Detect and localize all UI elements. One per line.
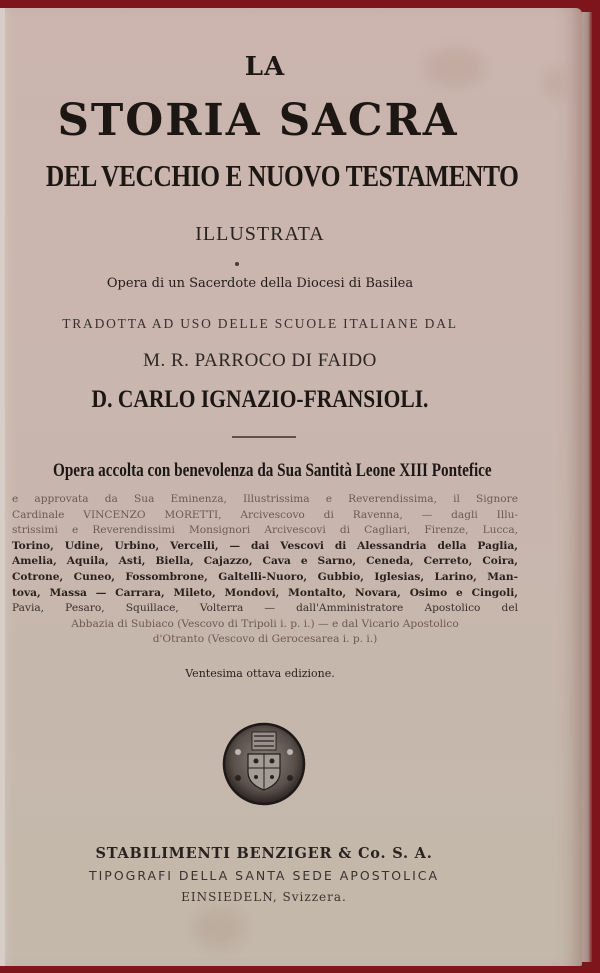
edition-label: Ventesima ottava edizione.	[185, 667, 335, 680]
publisher-role: TIPOGRAFI DELLA SANTA SEDE APOSTOLICA	[88, 868, 440, 883]
approval-line: strissimi e Reverendissimi Monsignori Arcivescovi di Cagliari, Firenze, Lucca,	[12, 524, 518, 537]
ink-dot	[235, 262, 239, 266]
approval-line: Pavia, Pesaro, Squillace, Volterra — dall'Amministratore Apostolico del	[12, 602, 518, 615]
approval-line: Cardinale VINCENZO MORETTI, Arcivescovo di Ravenna, — dagli Illu-	[12, 508, 518, 521]
page-right-edge	[582, 12, 592, 962]
approval-line: Cotrone, Cuneo, Fossombrone, Galtelli-Nuoro, Gubbio, Iglesias, Larino, Man-	[12, 570, 518, 583]
approval-paragraph	[12, 492, 518, 648]
approval-line: d'Otranto (Vescovo di Gerocesarea i. p. i.)	[152, 633, 378, 646]
publisher-name: STABILIMENTI BENZIGER & Co. S. A.	[95, 845, 433, 862]
main-title: STORIA SACRA	[57, 95, 459, 146]
approval-line: e approvata da Sua Eminenza, Illustrissima e Reverendissima, il Signore	[12, 493, 518, 505]
author-line: Opera di un Sacerdote della Diocesi di Basilea	[106, 276, 414, 291]
approval-line: Amelia, Aquila, Asti, Biella, Cajazzo, Cava e Sarno, Ceneda, Cerreto, Coira,	[12, 555, 518, 568]
approval-heading: Opera accolta con benevolenza da Sua Santità Leone XIII Pontefice	[53, 460, 492, 481]
translator-name: D. CARLO IGNAZIO-FRANSIOLI.	[91, 386, 429, 413]
publisher-emblem-icon	[222, 722, 306, 806]
approval-line: tova, Massa — Carrara, Mileto, Mondovi, Montalto, Novara, Osimo e Cingoli,	[12, 586, 518, 599]
divider-rule	[232, 436, 296, 438]
illustrated-label: ILLUSTRATA	[195, 223, 325, 245]
approval-line: Abbazia di Subiaco (Vescovo di Tripoli i. p. i.) — e dal Vicario Apostolico	[71, 617, 459, 630]
translated-by-line: TRADOTTA AD USO DELLE SCUOLE ITALIANE DAL	[62, 316, 458, 331]
subtitle: DEL VECCHIO E NUOVO TESTAMENTO	[45, 158, 519, 193]
title-article: LA	[244, 52, 286, 82]
approval-line: Torino, Udine, Urbino, Vercelli, — dai Vescovi di Alessandria della Paglia,	[12, 539, 518, 552]
translator-title: M. R. PARROCO DI FAIDO	[143, 350, 377, 371]
publisher-place: EINSIEDELN, Svizzera.	[181, 890, 347, 904]
